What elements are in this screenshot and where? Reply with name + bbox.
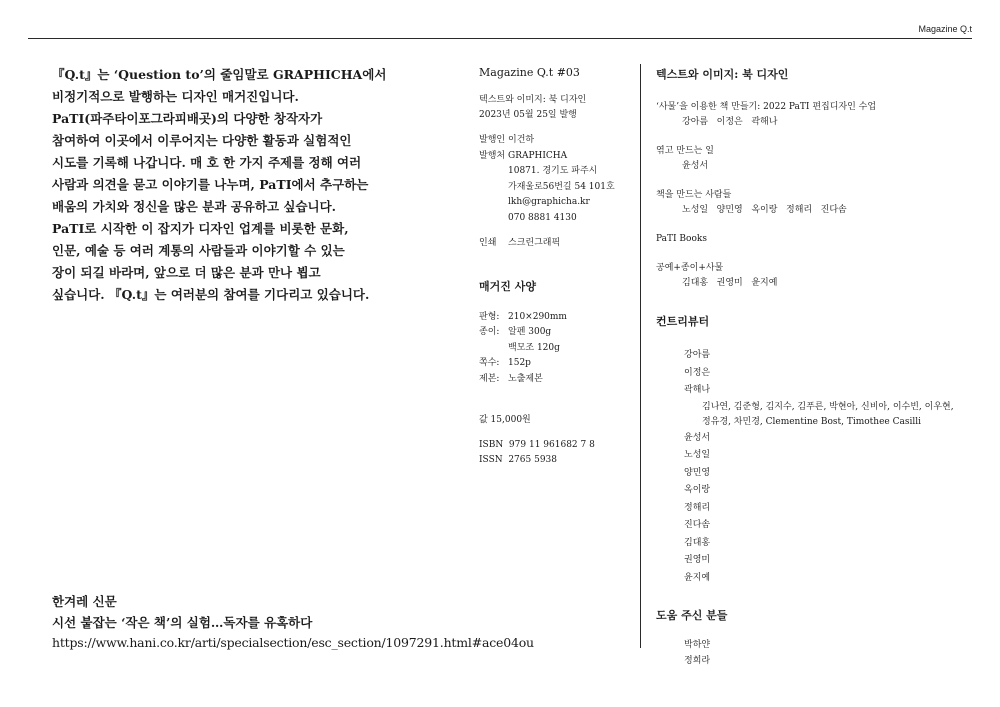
column-divider	[640, 64, 641, 648]
spec-label: 종이:	[479, 327, 500, 337]
contributor: 강아름	[684, 350, 711, 360]
spec-row	[479, 356, 629, 372]
spec-value: 노출제본	[508, 373, 543, 384]
intro-line: 참여하여 이곳에서 이루어지는 다양한 활동과 실험적인	[52, 133, 352, 148]
office-line: 10871. 경기도 파주시	[508, 166, 598, 176]
spec-label: 쪽수:	[479, 358, 500, 368]
publisher-label: 발행인	[479, 135, 506, 145]
issue-title: 텍스트와 이미지: 북 디자인	[479, 95, 587, 105]
credits-title: 텍스트와 이미지: 북 디자인	[656, 68, 789, 81]
contributor: 양민영	[684, 467, 711, 478]
contributor: 옥이랑	[684, 485, 711, 495]
publisher-value: 이건하	[508, 135, 535, 145]
spec-row	[479, 372, 629, 388]
press-source: 한겨레 신문	[52, 594, 117, 609]
intro-paragraph	[52, 64, 392, 306]
intro-line: PaTI로 시작한 이 잡지가 디자인 업계를 비롯한 문화,	[52, 221, 349, 236]
intro-line: 시도를 기록해 나갑니다. 매 호 한 가지 주제를 정해 여러	[52, 155, 362, 170]
office-line: GRAPHICHA	[508, 150, 568, 161]
spec-value: 백모조 120g	[508, 342, 560, 353]
contributor: 권영미	[684, 555, 711, 565]
spec-row	[479, 310, 629, 326]
intro-line: 사람과 의견을 묻고 이야기를 나누며, PaTI에서 추구하는	[52, 177, 369, 192]
intro-line: 배움의 가치와 정신을 많은 분과 공유하고 싶습니다.	[52, 199, 337, 214]
contributor-group: 정유경, 차민경, Clementine Bost, Timothee Casilli	[702, 416, 921, 427]
colophon-column	[479, 66, 629, 468]
contributor: 정해리	[684, 502, 711, 513]
spec-label: 제본:	[479, 373, 500, 384]
spec-label: 판형:	[479, 311, 500, 322]
spec-row	[479, 341, 629, 357]
spec-value: 210×290mm	[508, 311, 567, 322]
credit-role: PaTI Books	[656, 234, 707, 244]
isbn: ISBN 979 11 961682 7 8	[479, 440, 595, 450]
intro-line: 비정기적으로 발행하는 디자인 매거진입니다.	[52, 89, 299, 104]
credit-people: 윤성서	[682, 161, 709, 171]
contributor: 노성일	[684, 450, 711, 460]
spec-value: 152p	[508, 358, 531, 368]
contributor-group: 김나연, 김준형, 김지수, 김푸른, 박현아, 신비아, 이수빈, 이우현,	[702, 401, 954, 412]
spec-row	[479, 325, 629, 341]
intro-line: 인문, 예술 등 여러 계통의 사람들과 이야기할 수 있는	[52, 243, 345, 258]
contributor: 윤지예	[684, 572, 711, 583]
printer-row	[479, 236, 629, 252]
office-value	[508, 149, 615, 227]
press-url: https://www.hani.co.kr/arti/specialsection/esc_section/1097291.html#ace04ou	[52, 635, 534, 650]
intro-line: 싶습니다. 『Q.t』는 여러분의 참여를 기다리고 있습니다.	[52, 287, 370, 302]
printer-value: 스크린그래픽	[508, 238, 561, 248]
spec-label	[479, 341, 508, 357]
contributors-title: 컨트리뷰터	[656, 315, 710, 328]
magazine-header-title: Magazine Q.t	[918, 24, 972, 34]
publisher-row	[479, 133, 629, 149]
office-line: 070 8881 4130	[508, 212, 577, 223]
header-divider	[28, 38, 972, 39]
press-mention	[52, 592, 632, 654]
credit-people: 김대홍 권영미 윤지예	[682, 278, 778, 288]
credit-role: ‘사물’을 이용한 책 만들기: 2022 PaTI 편집디자인 수업	[656, 102, 877, 112]
credit-people: 강아름 이정은 곽해나	[682, 117, 778, 127]
thanks-person: 정희라	[684, 656, 711, 666]
credit-people: 노성일 양민영 옥이랑 정해리 진다솜	[682, 205, 847, 215]
office-line: lkh@graphicha.kr	[508, 197, 590, 207]
office-row	[479, 149, 629, 227]
credit-role: 엮고 만드는 일	[656, 146, 714, 156]
credit-role: 책을 만드는 사람들	[656, 190, 732, 200]
contributor: 곽해나	[684, 385, 711, 395]
magazine-issue: Magazine Q.t #03	[479, 66, 580, 79]
contributor: 윤성서	[684, 432, 711, 443]
specs-title: 매거진 사양	[479, 279, 536, 293]
credit-role: 공예+종이+사물	[656, 263, 724, 273]
credits-column	[656, 66, 986, 669]
issue-date: 2023년 05월 25일 발행	[479, 110, 577, 120]
thanks-title: 도움 주신 분들	[656, 609, 728, 622]
spec-value: 알펜 300g	[508, 327, 552, 337]
printer-label: 인쇄	[479, 238, 497, 248]
intro-line: PaTI(파주타이포그라피배곳)의 다양한 창작자가	[52, 111, 323, 126]
issn: ISSN 2765 5938	[479, 455, 557, 465]
contributor: 진다솜	[684, 520, 711, 530]
contributor: 이정은	[684, 367, 711, 378]
thanks-person: 박하얀	[684, 640, 711, 650]
press-headline: 시선 붙잡는 ‘작은 책’의 실험…독자를 유혹하다	[52, 614, 313, 630]
intro-line: 장이 되길 바라며, 앞으로 더 많은 분과 만나 뵙고	[52, 265, 321, 280]
price: 값 15,000원	[479, 415, 531, 425]
office-label: 발행처	[479, 150, 506, 161]
contributor: 김대홍	[684, 537, 711, 548]
office-line: 가재울로56번길 54 101호	[508, 181, 615, 192]
intro-line: 『Q.t』는 ‘Question to’의 줄임말로 GRAPHICHA에서	[52, 67, 387, 82]
